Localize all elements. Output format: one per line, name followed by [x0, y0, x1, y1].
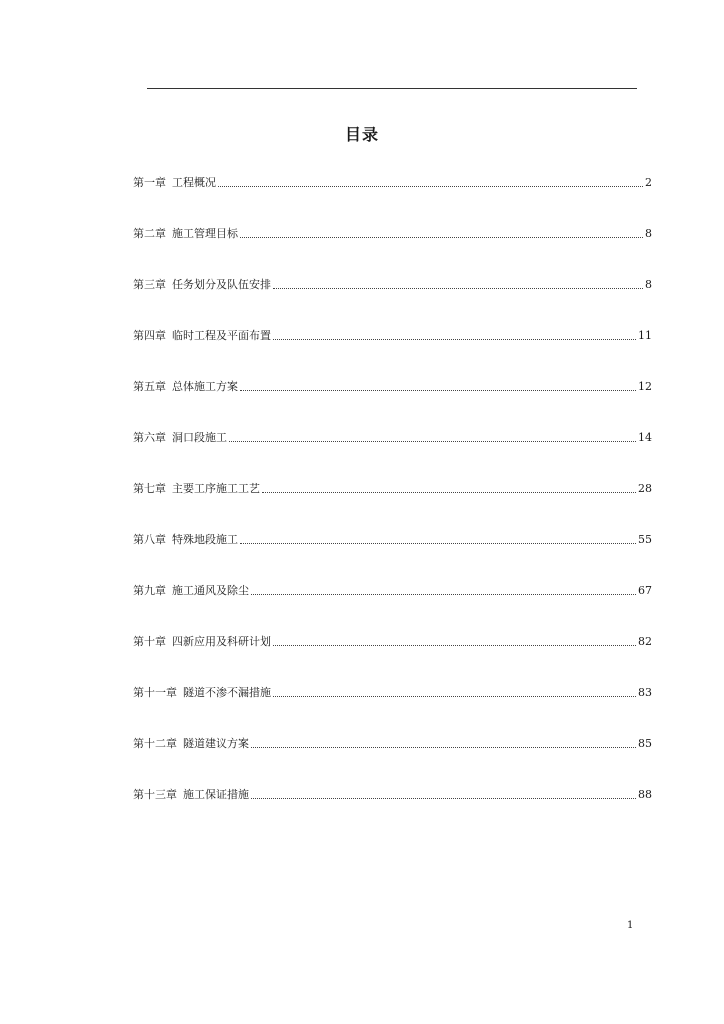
toc-page-number: 11: [638, 329, 652, 342]
header-rule: [147, 88, 637, 89]
toc-dot-leader: [251, 594, 636, 595]
toc-label: 隧道不渗不漏措施: [183, 686, 271, 699]
toc-page-number: 8: [645, 278, 652, 291]
toc-dot-leader: [273, 645, 636, 646]
toc-page-number: 14: [638, 431, 652, 444]
toc-entry[interactable]: [133, 686, 652, 737]
toc-entry[interactable]: [133, 788, 652, 839]
toc-entry[interactable]: [133, 431, 652, 482]
toc-chapter: 第三章: [133, 278, 166, 291]
toc-chapter: 第四章: [133, 329, 166, 342]
toc-title: 目录: [344, 125, 379, 144]
toc-entry[interactable]: [133, 737, 652, 788]
toc-chapter: 第六章: [133, 431, 166, 444]
toc-label: 临时工程及平面布置: [172, 329, 271, 342]
table-of-contents: [133, 176, 652, 839]
toc-chapter: 第五章: [133, 380, 166, 393]
toc-page-number: 8: [645, 227, 652, 240]
toc-label: 工程概况: [172, 176, 216, 189]
toc-chapter: 第一章: [133, 176, 166, 189]
toc-page-number: 12: [638, 380, 652, 393]
toc-dot-leader: [273, 288, 643, 289]
toc-dot-leader: [240, 237, 643, 238]
toc-dot-leader: [273, 339, 636, 340]
toc-dot-leader: [240, 390, 636, 391]
footer-page-number: 1: [627, 920, 634, 931]
toc-label: 主要工序施工工艺: [172, 482, 260, 495]
toc-chapter: 第十二章: [133, 737, 177, 750]
toc-label: 施工通风及除尘: [172, 584, 249, 597]
toc-entry[interactable]: [133, 482, 652, 533]
toc-entry[interactable]: [133, 533, 652, 584]
toc-dot-leader: [218, 186, 643, 187]
toc-label: 隧道建议方案: [183, 737, 249, 750]
toc-chapter: 第十三章: [133, 788, 177, 801]
toc-chapter: 第二章: [133, 227, 166, 240]
toc-chapter: 第十一章: [133, 686, 177, 699]
toc-entry[interactable]: [133, 278, 652, 329]
toc-page-number: 88: [638, 788, 652, 801]
toc-dot-leader: [273, 696, 636, 697]
toc-entry[interactable]: [133, 584, 652, 635]
toc-label: 特殊地段施工: [172, 533, 238, 546]
toc-page-number: 83: [638, 686, 652, 699]
toc-label: 总体施工方案: [172, 380, 238, 393]
toc-label: 施工管理目标: [172, 227, 238, 240]
toc-page-number: 82: [638, 635, 652, 648]
toc-page-number: 2: [645, 176, 652, 189]
toc-entry[interactable]: [133, 176, 652, 227]
toc-dot-leader: [251, 798, 636, 799]
toc-page-number: 28: [638, 482, 652, 495]
toc-dot-leader: [240, 543, 636, 544]
toc-entry[interactable]: [133, 329, 652, 380]
toc-page-number: 55: [638, 533, 652, 546]
toc-label: 洞口段施工: [172, 431, 227, 444]
toc-label: 任务划分及队伍安排: [172, 278, 271, 291]
toc-chapter: 第十章: [133, 635, 166, 648]
toc-chapter: 第八章: [133, 533, 166, 546]
toc-chapter: 第九章: [133, 584, 166, 597]
toc-page-number: 67: [638, 584, 652, 597]
toc-label: 四新应用及科研计划: [172, 635, 271, 648]
toc-entry[interactable]: [133, 635, 652, 686]
toc-entry[interactable]: [133, 227, 652, 278]
toc-dot-leader: [262, 492, 636, 493]
toc-chapter: 第七章: [133, 482, 166, 495]
toc-page-number: 85: [638, 737, 652, 750]
toc-entry[interactable]: [133, 380, 652, 431]
toc-label: 施工保证措施: [183, 788, 249, 801]
toc-dot-leader: [251, 747, 636, 748]
toc-dot-leader: [229, 441, 636, 442]
